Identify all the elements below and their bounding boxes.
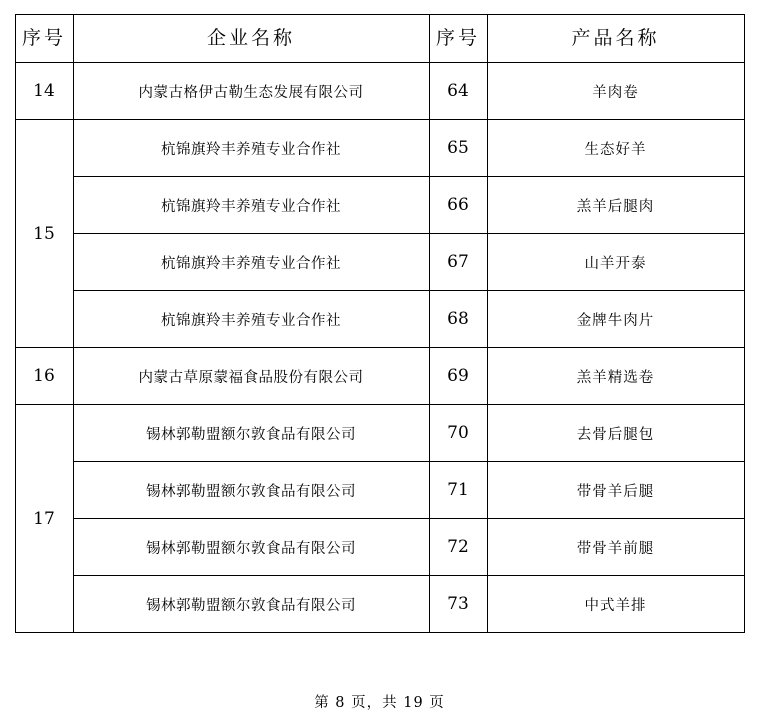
product-cell: 羔羊后腿肉 <box>487 177 744 234</box>
product-cell: 羊肉卷 <box>487 63 744 120</box>
product-seq-cell: 73 <box>429 576 487 633</box>
product-seq-cell: 65 <box>429 120 487 177</box>
product-cell: 带骨羊后腿 <box>487 462 744 519</box>
product-cell: 金牌牛肉片 <box>487 291 744 348</box>
product-registry-table <box>15 14 745 633</box>
column-header-seq2-label: 序号 <box>435 27 480 50</box>
table-row <box>15 63 744 120</box>
company-cell: 锡林郭勒盟额尔敦食品有限公司 <box>73 519 429 576</box>
product-cell: 羔羊精选卷 <box>487 348 744 405</box>
company-cell: 杭锦旗羚丰养殖专业合作社 <box>73 234 429 291</box>
product-cell: 生态好羊 <box>487 120 744 177</box>
table-row <box>15 291 744 348</box>
product-cell: 中式羊排 <box>487 576 744 633</box>
group-seq-cell: 14 <box>15 63 73 120</box>
column-header-seq1-label: 序号 <box>21 27 66 50</box>
product-cell: 去骨后腿包 <box>487 405 744 462</box>
column-header-product-label: 产品名称 <box>571 27 660 50</box>
group-seq-cell: 15 <box>15 120 73 348</box>
product-seq-cell: 66 <box>429 177 487 234</box>
table-header <box>15 15 744 63</box>
company-cell: 锡林郭勒盟额尔敦食品有限公司 <box>73 462 429 519</box>
table-header-row <box>15 15 744 63</box>
company-cell: 杭锦旗羚丰养殖专业合作社 <box>73 291 429 348</box>
product-seq-cell: 70 <box>429 405 487 462</box>
company-cell: 杭锦旗羚丰养殖专业合作社 <box>73 177 429 234</box>
product-seq-cell: 68 <box>429 291 487 348</box>
page-footer: 第 8 页，共 19 页 <box>314 695 445 711</box>
product-cell: 带骨羊前腿 <box>487 519 744 576</box>
product-cell: 山羊开泰 <box>487 234 744 291</box>
company-cell: 内蒙古格伊古勒生态发展有限公司 <box>73 63 429 120</box>
product-seq-cell: 64 <box>429 63 487 120</box>
document-page <box>0 14 759 728</box>
group-seq-cell: 17 <box>15 405 73 633</box>
product-seq-cell: 72 <box>429 519 487 576</box>
table-row <box>15 348 744 405</box>
table-row <box>15 120 744 177</box>
group-seq-cell: 16 <box>15 348 73 405</box>
table-row <box>15 576 744 633</box>
company-cell: 杭锦旗羚丰养殖专业合作社 <box>73 120 429 177</box>
table-body <box>15 63 744 633</box>
product-seq-cell: 69 <box>429 348 487 405</box>
column-header-product <box>487 15 744 63</box>
table-row <box>15 234 744 291</box>
product-seq-cell: 71 <box>429 462 487 519</box>
table-row <box>15 519 744 576</box>
product-seq-cell: 67 <box>429 234 487 291</box>
table-row <box>15 177 744 234</box>
column-header-seq2 <box>429 15 487 63</box>
company-cell: 锡林郭勒盟额尔敦食品有限公司 <box>73 576 429 633</box>
table-row <box>15 462 744 519</box>
column-header-seq1 <box>15 15 73 63</box>
company-cell: 内蒙古草原蒙福食品股份有限公司 <box>73 348 429 405</box>
column-header-company-label: 企业名称 <box>206 27 295 50</box>
column-header-company <box>73 15 429 63</box>
table-row <box>15 405 744 462</box>
company-cell: 锡林郭勒盟额尔敦食品有限公司 <box>73 405 429 462</box>
